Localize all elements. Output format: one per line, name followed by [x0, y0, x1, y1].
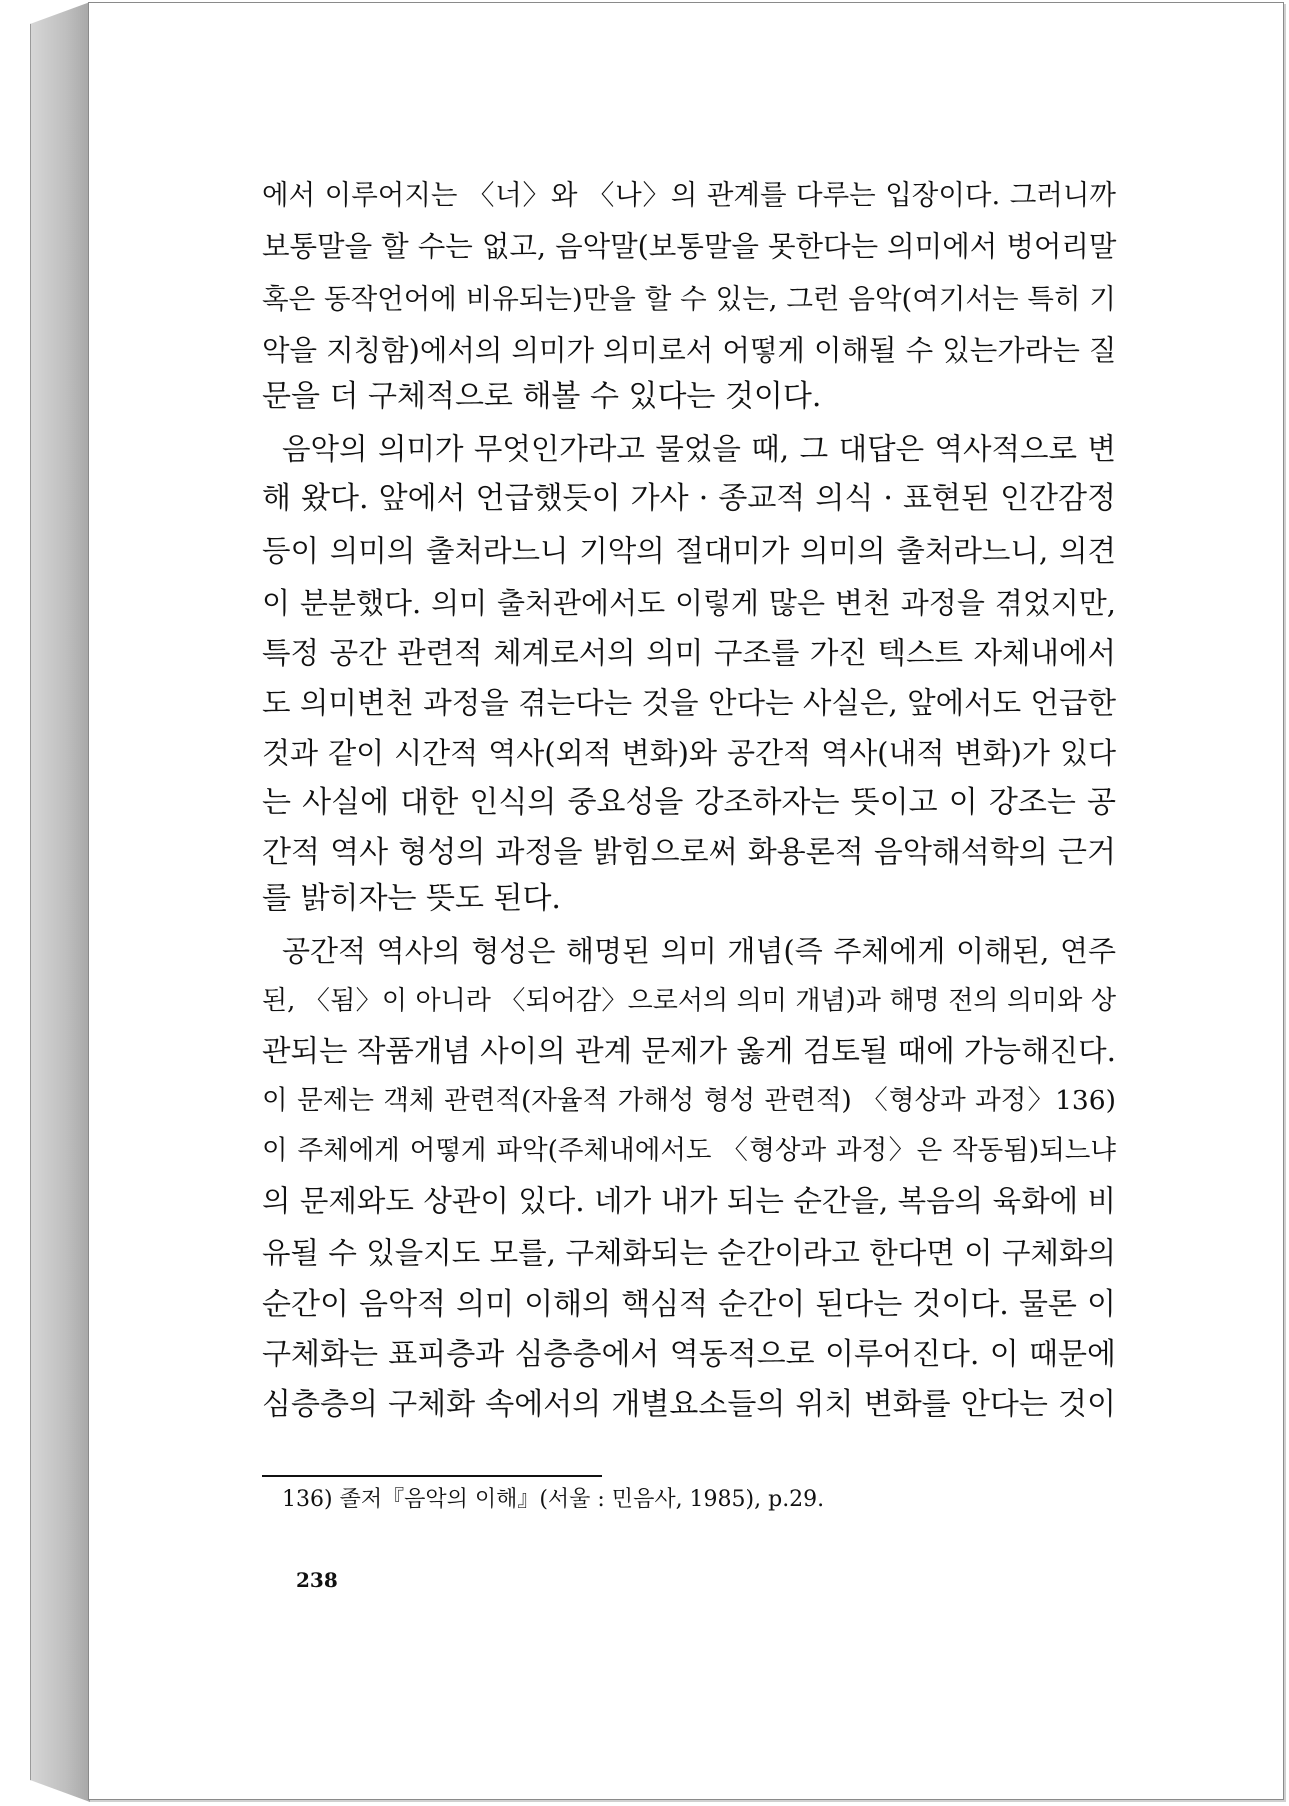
body-line: 혹은 동작언어에 비유되는)만을 할 수 있는, 그런 음악(여기서는 특히 기: [262, 283, 1116, 315]
body-line: 는 사실에 대한 인식의 중요성을 강조하자는 뜻이고 이 강조는 공: [262, 785, 1116, 820]
body-line: 유될 수 있을지도 모를, 구체화되는 순간이라고 한다면 이 구체화의: [262, 1236, 1116, 1270]
body-line: 등이 의미의 출처라느니 기악의 절대미가 의미의 출처라느니, 의견: [262, 534, 1116, 568]
body-line: 에서 이루어지는 〈너〉와 〈나〉의 관계를 다루는 입장이다. 그러니까: [262, 179, 1116, 211]
body-line: 보통말을 할 수는 없고, 음악말(보통말을 못한다는 의미에서 벙어리말: [262, 230, 1117, 263]
body-line: 순간이 음악적 의미 이해의 핵심적 순간이 된다는 것이다. 물론 이: [262, 1287, 1116, 1322]
body-line: 된, 〈됨〉이 아니라 〈되어감〉으로서의 의미 개념)과 해명 전의 의미와 상: [262, 986, 1116, 1016]
body-line: 해 왔다. 앞에서 언급했듯이 가사 · 종교적 의식 · 표현된 인간감정: [262, 481, 1116, 516]
body-line: 특정 공간 관련적 체계로서의 의미 구조를 가진 텍스트 자체내에서: [262, 636, 1116, 670]
page-number: 238: [296, 1568, 338, 1592]
body-line: 심층층의 구체화 속에서의 개별요소들의 위치 변화를 안다는 것이: [262, 1387, 1116, 1422]
body-line: 도 의미변천 과정을 겪는다는 것을 안다는 사실은, 앞에서도 언급한: [262, 686, 1116, 720]
body-line: 간적 역사 형성의 과정을 밝힘으로써 화용론적 음악해석학의 근거: [262, 835, 1116, 870]
body-line: 음악의 의미가 무엇인가라고 물었을 때, 그 대답은 역사적으로 변: [282, 432, 1116, 466]
body-line: 것과 같이 시간적 역사(외적 변화)와 공간적 역사(내적 변화)가 있다: [262, 736, 1116, 770]
body-line: 이 분분했다. 의미 출처관에서도 이렇게 많은 변천 과정을 겪었지만,: [262, 586, 1116, 620]
body-line: 문을 더 구체적으로 해볼 수 있다는 것이다.: [262, 379, 822, 414]
body-line: 악을 지칭함)에서의 의미가 의미로서 어떻게 이해될 수 있는가라는 질: [262, 334, 1117, 367]
footnote-rule: [262, 1475, 602, 1477]
book-edge: [30, 2, 90, 1802]
footnote: 136) 졸저『음악의 이해』(서울 : 민음사, 1985), p.29.: [282, 1487, 825, 1512]
body-line: 이 문제는 객체 관련적(자율적 가해성 형성 관련적) 〈형상과 과정〉136): [262, 1085, 1116, 1116]
body-line: 이 주체에게 어떻게 파악(주체내에서도 〈형상과 과정〉은 작동됨)되느냐: [262, 1135, 1116, 1166]
body-line: 를 밝히자는 뜻도 된다.: [262, 881, 561, 916]
body-line: 관되는 작품개념 사이의 관계 문제가 옳게 검토될 때에 가능해진다.: [262, 1034, 1116, 1068]
body-line: 의 문제와도 상관이 있다. 네가 내가 되는 순간을, 복음의 육화에 비: [262, 1184, 1116, 1218]
body-line: 공간적 역사의 형성은 해명된 의미 개념(즉 주체에게 이해된, 연주: [282, 934, 1116, 968]
body-line: 구체화는 표피층과 심층층에서 역동적으로 이루어진다. 이 때문에: [262, 1337, 1116, 1372]
